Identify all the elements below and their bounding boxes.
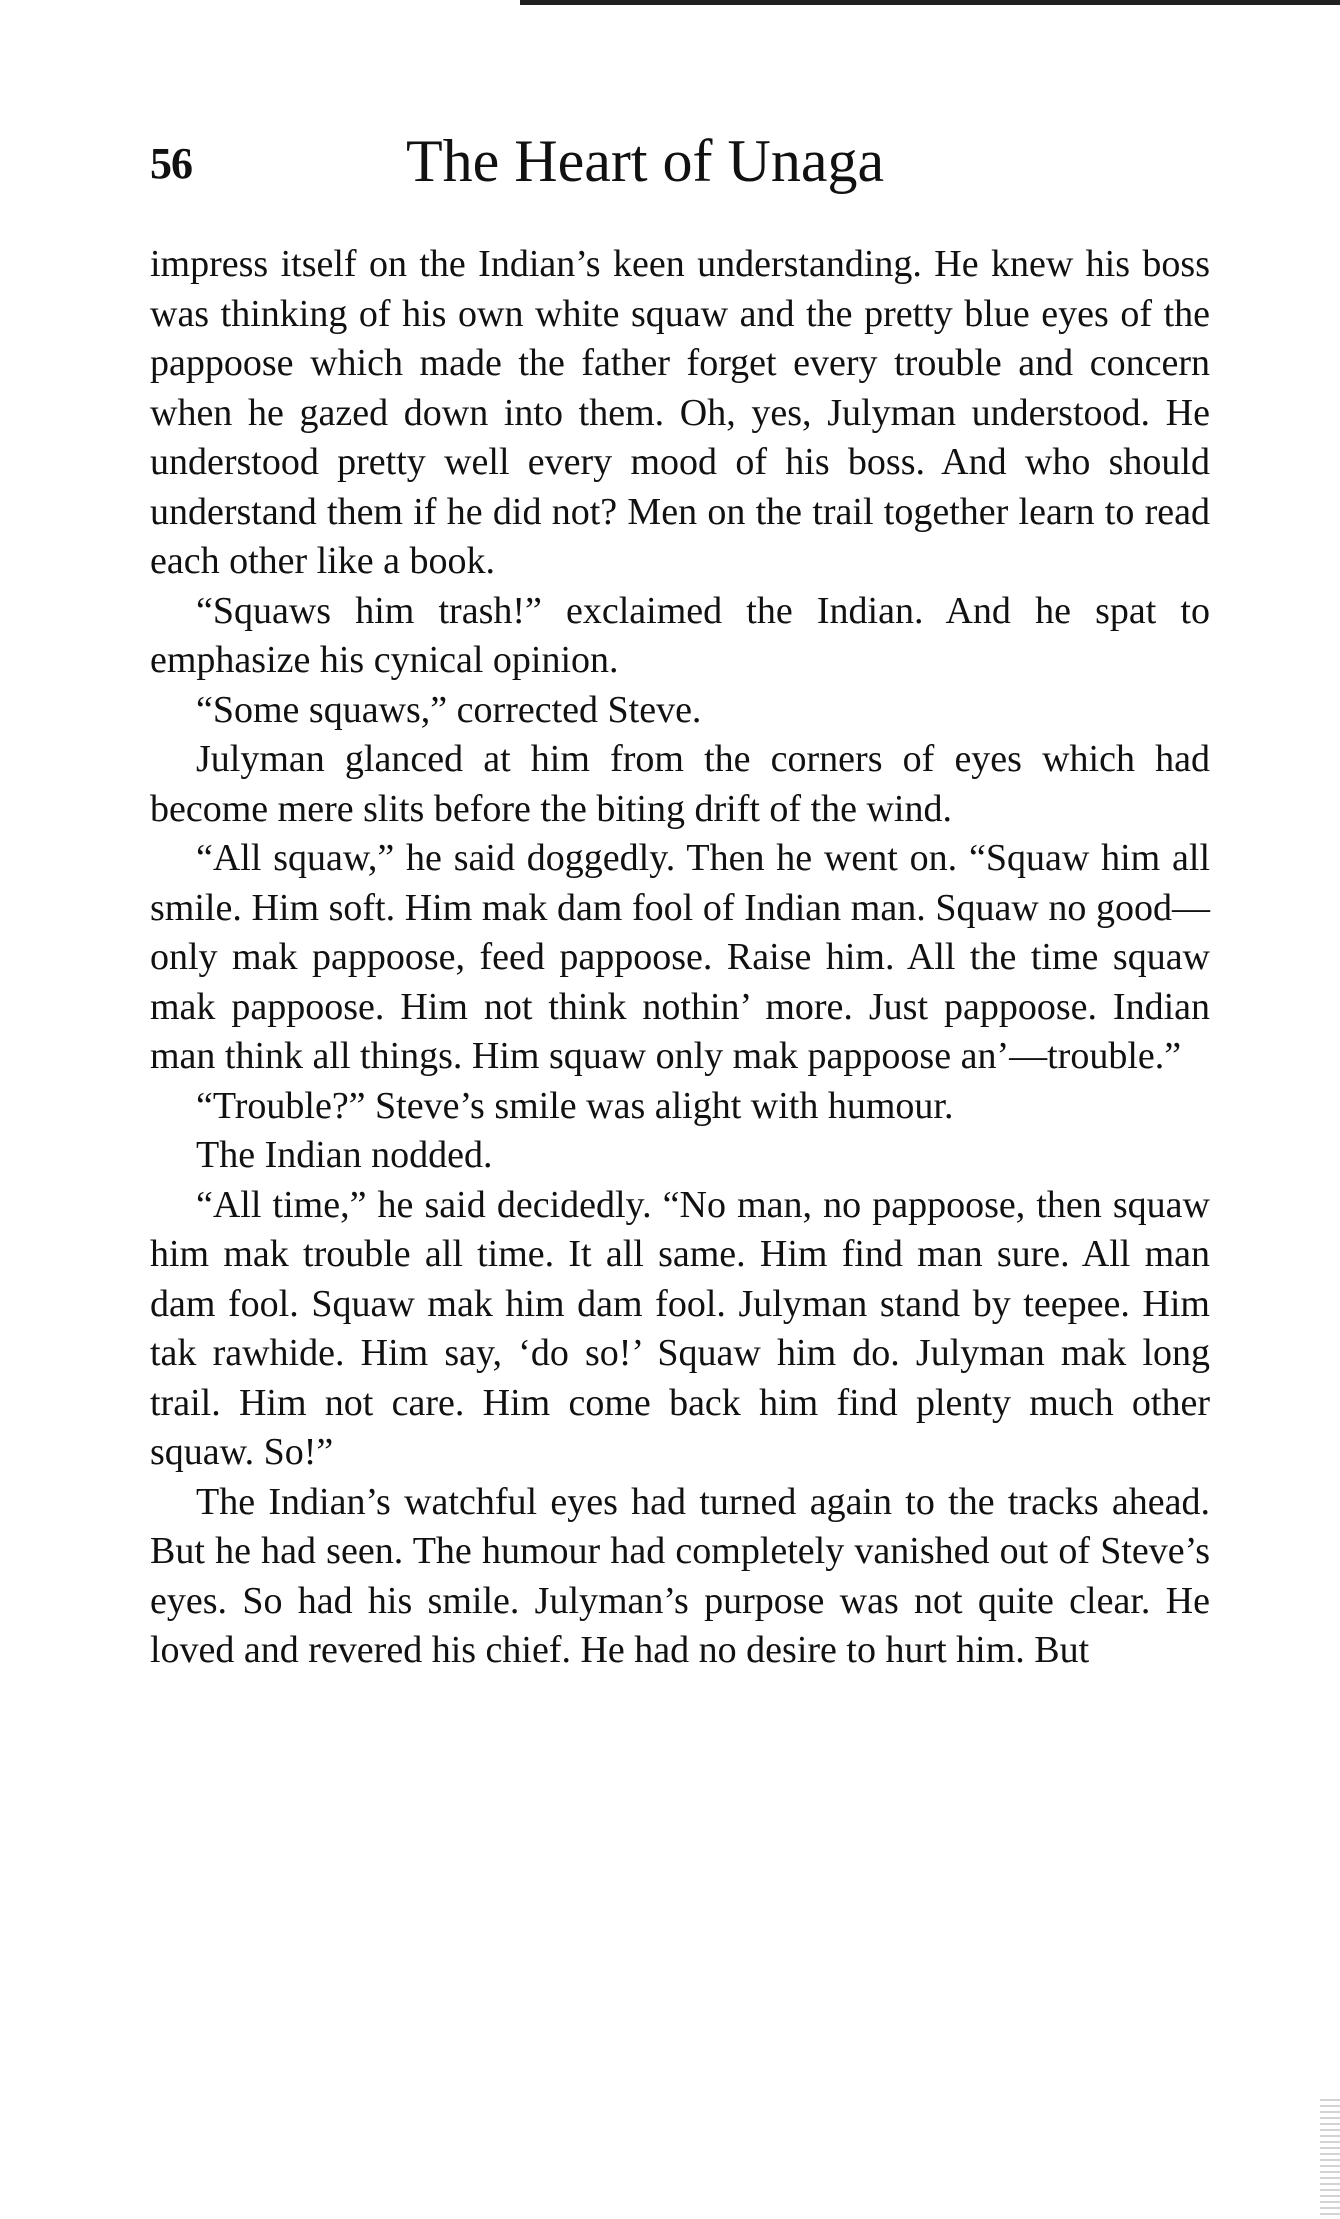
paragraph-1: impress itself on the Indian’s keen understanding. He knew his boss was thinking of his own white squaw and the pretty blue eyes of the pappoose which made the father forget every trouble and concern when he gazed down into them. Oh, yes, Julyman understood. He understood pretty well every mood of his boss. And who should understand them if he did not? Men on the trail together learn to read each other like a book. — [150, 243, 1210, 582]
body-text — [150, 240, 1210, 1676]
top-edge-rule — [520, 0, 1340, 5]
paragraph-5: “All squaw,” he said doggedly. Then he went on. “Squaw him all smile. Him soft. Him mak dam fool of Indian man. Squaw no good—only mak pappoose, feed pappoose. Raise him. All the time squaw mak pappoose. Him not think nothin’ more. Just pappoose. Indian man think all things. Him squaw only mak pappoose an’—trouble.” — [150, 837, 1210, 1077]
scan-edge-specks — [1320, 2099, 1340, 2219]
paragraph-2: “Squaws him trash!” exclaimed the Indian. And he spat to emphasize his cynical opinion. — [150, 589, 1210, 681]
paragraph-8: “All time,” he said decidedly. “No man, no pappoose, then squaw him mak trouble all time. It all same. Him find man sure. All man dam fool. Squaw mak him dam fool. Julyman stand by teepee. Him tak rawhide. Him say, ‘do so!’ Squaw him do. Julyman mak long trail. Him not care. Him come back him find plenty much other squaw. So!” — [150, 1183, 1210, 1473]
running-title: The Heart of Unaga — [406, 128, 885, 194]
paragraph-9: The Indian’s watchful eyes had turned again to the tracks ahead. But he had seen. The humour had completely vanished out of Steve’s eyes. So had his smile. Julyman’s purpose was not quite clear. He loved and revered his chief. He had no desire to hurt him. But — [150, 1480, 1210, 1671]
paragraph-6: “Trouble?” Steve’s smile was alight with humour. — [196, 1084, 954, 1127]
paragraph-7: The Indian nodded. — [196, 1134, 493, 1176]
paragraph-3: “Some squaws,” corrected Steve. — [196, 688, 702, 731]
page-number: 56 — [150, 139, 192, 188]
paragraph-4: Julyman glanced at him from the corners of eyes which had become mere slits before the biting drift of the wind. — [150, 738, 1210, 830]
page-header — [150, 128, 1210, 198]
